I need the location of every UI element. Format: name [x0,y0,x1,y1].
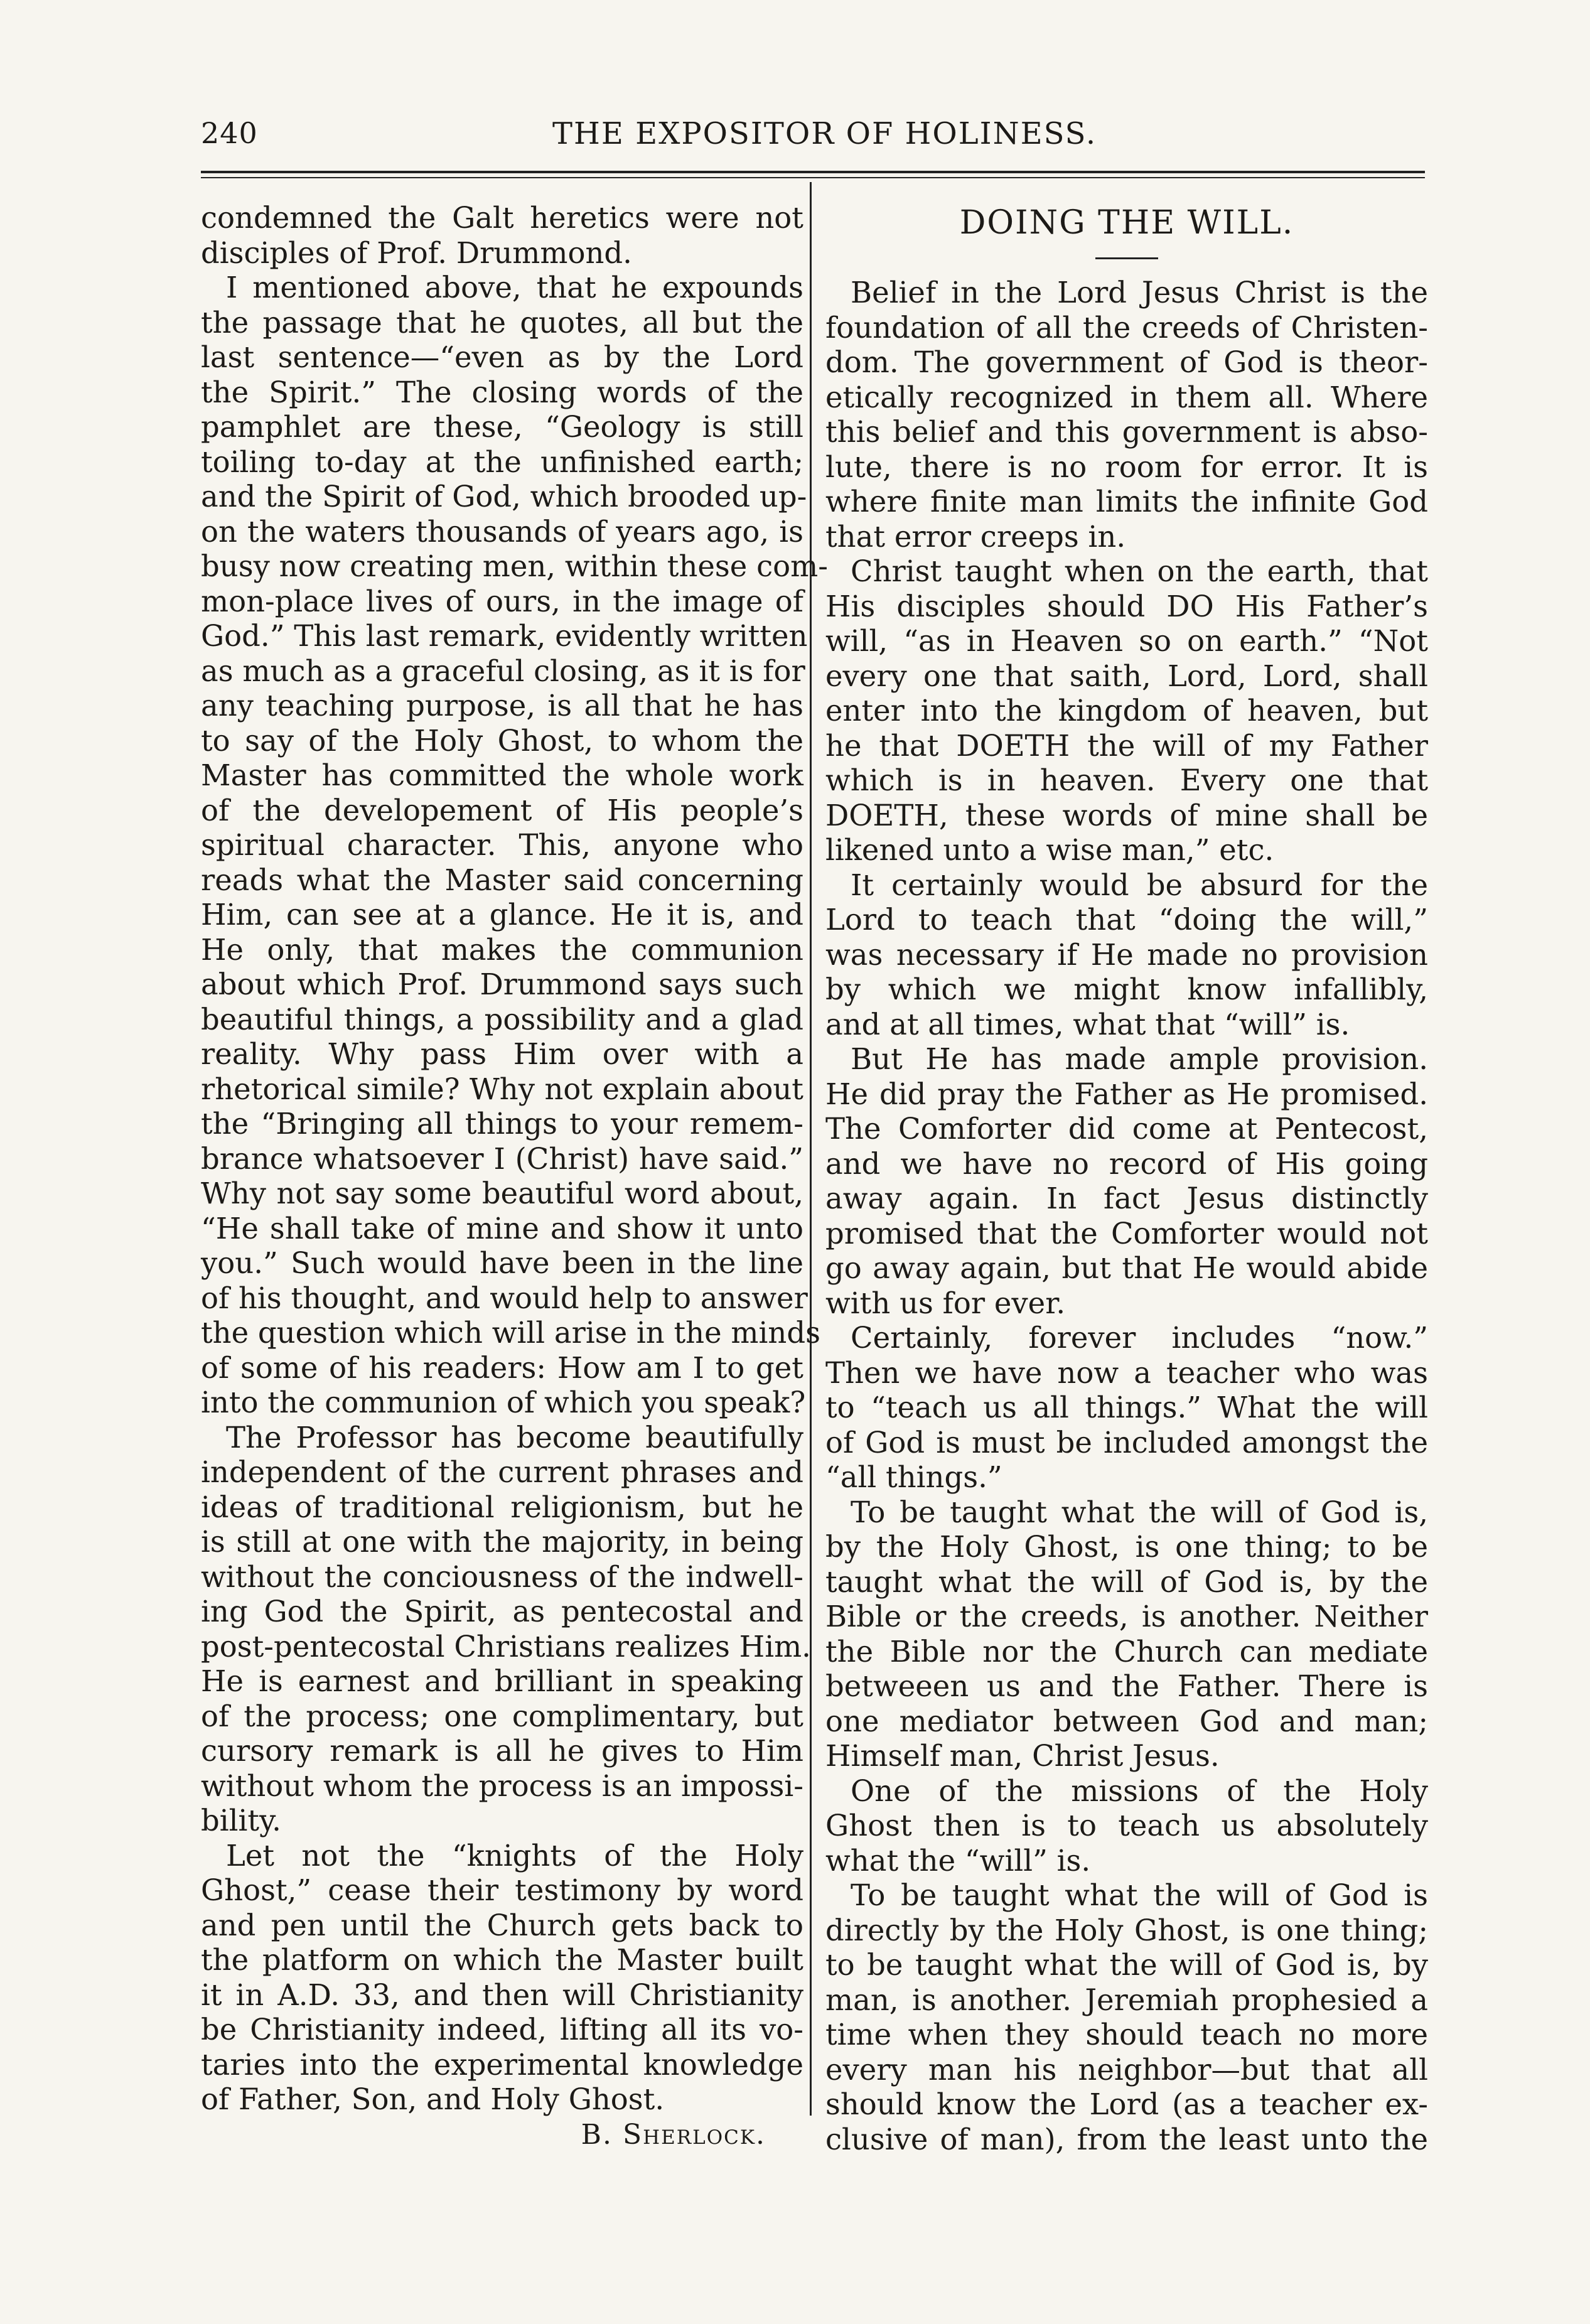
text-line: time when they should teach no more [825,2018,1428,2052]
text-line: dom. The government of God is theor- [825,345,1428,379]
text-line: brance whatsoever I (Christ) have said.” [201,1141,803,1176]
text-line: what the “will” is. [825,1843,1091,1878]
text-line: Christ taught when on the earth, that [851,554,1428,588]
right-column [825,201,1428,2157]
text-line: To be taught what the will of God is [851,1878,1428,1912]
page-header [201,116,1425,160]
text-line: taries into the experimental knowledge [201,2047,803,2082]
title-rule [1095,257,1158,259]
text-line: directly by the Holy Ghost, is one thing; [825,1913,1428,1947]
text-line: mon-place lives of ours, in the image of [201,584,803,618]
text-line: But He has made ample provision. [851,1042,1428,1076]
text-line: of his thought, and would help to answer [201,1281,808,1315]
text-line: bility. [201,1804,281,1837]
text-line: foundation of all the creeds of Christen- [825,310,1428,345]
left-column [201,201,828,2152]
text-line: was necessary if He made no provision [825,937,1428,972]
text-line: the passage that he quotes, all but the [201,305,803,340]
text-line: cursory remark is all he gives to Him [201,1734,803,1768]
text-line: reads what the Master said concerning [201,863,803,897]
text-line: by the Holy Ghost, is one thing; to be [825,1530,1428,1564]
text-line: betweeen us and the Father. There is [825,1669,1428,1703]
text-line: and pen until the Church gets back to [201,1908,803,1942]
text-line: should know the Lord (as a teacher ex- [825,2087,1428,2121]
text-line: One of the missions of the Holy [851,1773,1428,1808]
page-number: 240 [201,116,258,150]
text-line: to be taught what the will of God is, by [825,1948,1428,1982]
text-line: beautiful things, a possibility and a glad [201,1002,803,1036]
text-line: will, “as in Heaven so on earth.” “Not [825,624,1428,658]
text-line: that error creeps in. [825,519,1126,554]
text-line: ideas of traditional religionism, but he [201,1490,803,1524]
text-line: Let not the “knights of the Holy [226,1838,803,1873]
text-line: post-pentecostal Christians realizes Him. [201,1629,811,1664]
text-line: it in A.D. 33, and then will Christianity [201,1977,803,2012]
text-line: and the Spirit of God, which brooded up- [201,480,807,514]
text-line: He is earnest and brilliant in speaking [201,1664,803,1698]
text-line: this belief and this government is abso- [825,415,1428,449]
text-line: and at all times, what that “will” is. [825,1007,1350,1041]
text-line: without whom the process is an impossi- [201,1768,803,1803]
text-line: be Christianity indeed, lifting all its vo- [201,2013,803,2047]
text-line: which is in heaven. Every one that [825,763,1428,797]
text-line: Then we have now a teacher who was [825,1355,1428,1390]
right-column-text [825,276,1428,2157]
author-signature: B. Sherlock. [581,2118,766,2151]
text-line: of some of his readers: How am I to get [201,1350,803,1385]
text-line: I mentioned above, that he expounds [226,271,803,304]
text-line: go away again, but that He would abide [825,1251,1428,1285]
text-line: It certainly would be absurd for the [851,868,1428,902]
text-line: last sentence—“even as by the Lord [201,340,803,374]
text-line: away again. In fact Jesus distinctly [825,1181,1428,1215]
left-column-text [201,201,828,2117]
running-head: THE EXPOSITOR OF HOLINESS. [552,116,1097,151]
text-line: as much as a graceful closing, as it is for [201,654,805,688]
text-line: Certainly, forever includes “now.” [851,1321,1428,1355]
text-line: rhetorical simile? Why not explain about [201,1072,803,1106]
text-line: He only, that makes the communion [201,932,803,967]
text-line: about which Prof. Drummond says such [201,967,803,1001]
text-line: DOETH, these words of mine shall be [825,798,1428,832]
text-line: to “teach us all things.” What the will [825,1391,1428,1424]
text-line: independent of the current phrases and [201,1455,803,1489]
text-line: the “Bringing all things to your remem- [201,1107,803,1141]
text-line: His disciples should DO His Father’s [825,589,1428,623]
text-line: spiritual character. This, anyone who [201,828,803,862]
text-line: is still at one with the majority, in being [201,1525,803,1559]
text-line: of Father, Son, and Holy Ghost. [201,2082,665,2116]
text-line: The Comforter did come at Pentecost, [825,1112,1428,1146]
text-line: taught what the will of God is, by the [825,1564,1428,1599]
text-line: “all things.” [825,1460,1002,1494]
text-line: without the conciousness of the indwell- [201,1559,803,1594]
text-line: promised that the Comforter would not [825,1216,1428,1251]
text-line: disciples of Prof. Drummond. [201,235,632,270]
text-line: The Professor has become beautifully [226,1420,803,1455]
text-line: of the process; one complimentary, but [201,1699,803,1733]
text-line: Why not say some beautiful word about, [201,1176,803,1210]
text-line: on the waters thousands of years ago, is [201,514,803,549]
text-line: Him, can see at a glance. He it is, and [201,898,803,932]
text-line: and we have no record of His going [825,1146,1428,1181]
text-line: “He shall take of mine and show it unto [201,1211,803,1245]
text-line: God.” This last remark, evidently written [201,619,808,653]
text-line: of God is must be included amongst the [825,1425,1428,1460]
text-line: Himself man, Christ Jesus. [825,1739,1220,1773]
text-line: condemned the Galt heretics were not [201,201,803,235]
text-line: every one that saith, Lord, Lord, shall [825,659,1428,693]
text-line: Lord to teach that “doing the will,” [825,903,1428,937]
text-line: you.” Such would have been in the line [201,1246,803,1280]
text-line: the Spirit.” The closing words of the [201,375,803,409]
text-line: man, is another. Jeremiah prophesied a [825,1982,1428,2017]
text-line: of the developement of His people’s [201,793,803,827]
text-line: the platform on which the Master built [201,1943,803,1977]
text-line: to say of the Holy Ghost, to whom the [201,723,803,758]
text-line: one mediator between God and man; [825,1704,1428,1738]
text-line: pamphlet are these, “Geology is still [201,410,803,444]
text-line: where finite man limits the infinite God [825,485,1428,519]
text-line: likened unto a wise man,” etc. [825,833,1274,867]
text-line: Ghost then is to teach us absolutely [825,1809,1428,1843]
text-line: Belief in the Lord Jesus Christ is the [851,276,1428,309]
text-line: toiling to-day at the unfinished earth; [201,444,803,479]
text-line: Master has committed the whole work [201,758,803,792]
text-line: To be taught what the will of God is, [851,1495,1428,1529]
text-line: etically recognized in them all. Where [825,380,1428,414]
text-line: any teaching purpose, is all that he has [201,689,803,723]
column-divider [810,182,812,2116]
text-line: He did pray the Father as He promised. [825,1077,1428,1111]
text-line: ing God the Spirit, as pentecostal and [201,1595,803,1628]
text-line: lute, there is no room for error. It is [825,449,1428,484]
text-line: Ghost,” cease their testimony by word [201,1873,803,1907]
text-line: the Bible nor the Church can mediate [825,1634,1428,1669]
text-line: by which we might know infallibly, [825,972,1428,1006]
text-line: enter into the kingdom of heaven, but [825,694,1428,728]
text-line: clusive of man), from the least unto the [825,2122,1428,2156]
text-line: Bible or the creeds, is another. Neither [825,1600,1428,1633]
text-line: with us for ever. [825,1286,1066,1320]
text-line: reality. Why pass Him over with a [201,1037,803,1071]
text-line: into the communion of which you speak? [201,1385,806,1419]
text-line: the question which will arise in the minds [201,1316,820,1350]
text-line: every man his neighbor—but that all [825,2052,1428,2087]
article-title: DOING THE WILL. [959,204,1294,242]
text-line: busy now creating men, within these com- [201,549,828,583]
header-double-rule [201,171,1425,178]
text-line: he that DOETH the will of my Father [825,728,1428,763]
